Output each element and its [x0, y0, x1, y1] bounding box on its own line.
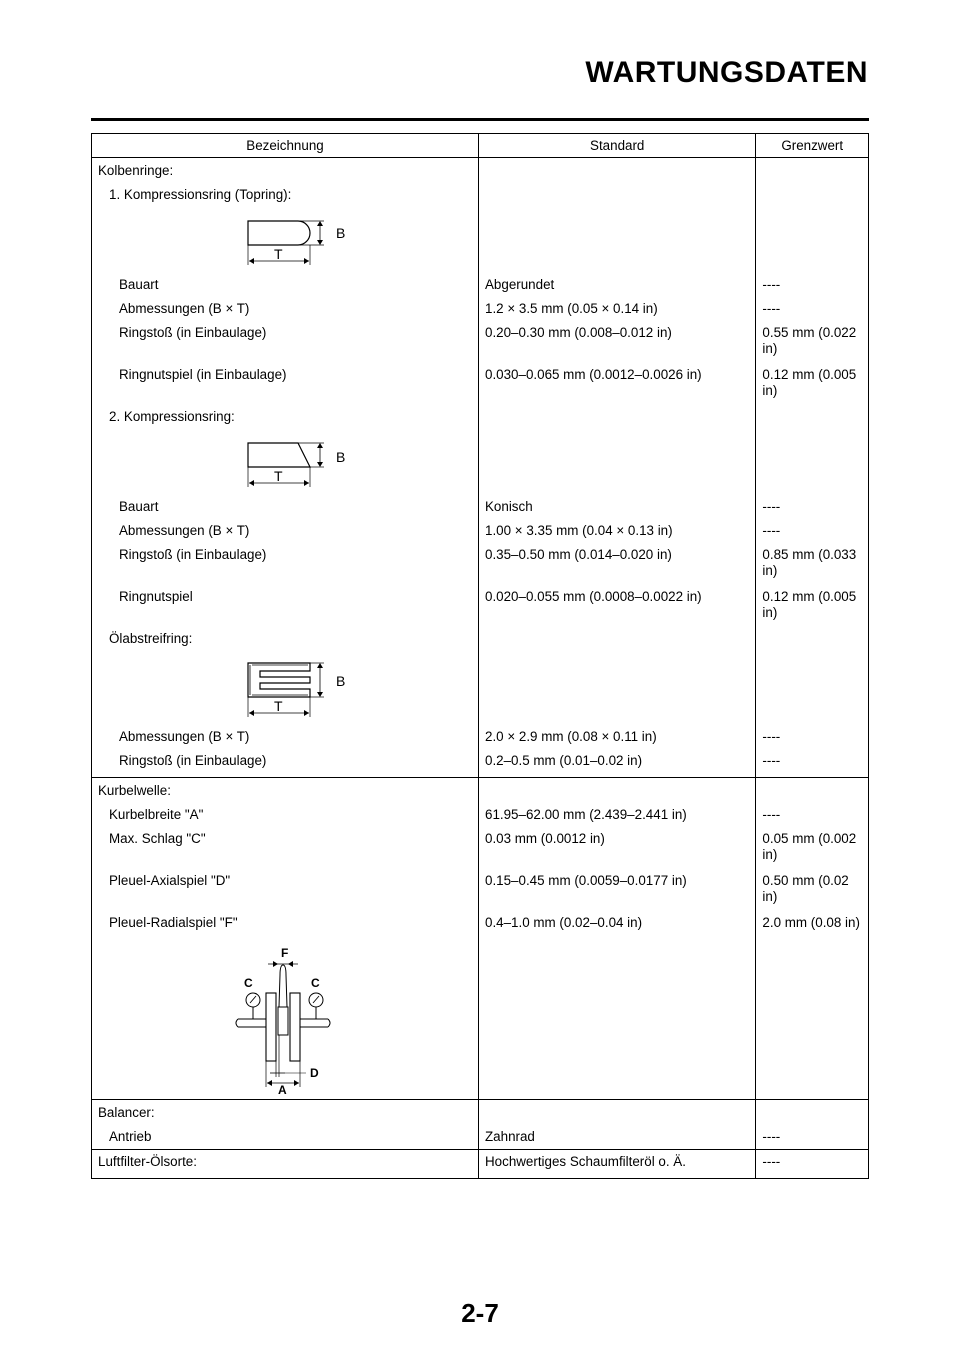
table-row	[92, 1125, 869, 1150]
table-row	[92, 803, 869, 827]
oil-ring-label-t: T	[274, 698, 283, 714]
ring2-label-t: T	[274, 468, 283, 484]
subheading-ring1: 1. Kompressionsring (Topring):	[109, 187, 292, 202]
table-row	[92, 725, 869, 749]
row-label: Luftfilter-Ölsorte:	[98, 1154, 197, 1169]
crankshaft-diagram	[92, 935, 478, 1095]
table-row	[92, 1150, 869, 1179]
row-standard: 0.20–0.30 mm (0.008–0.012 in)	[485, 325, 672, 340]
row-limit: ----	[762, 1129, 781, 1144]
table-row	[92, 297, 869, 321]
table-row	[92, 321, 869, 363]
table-row	[92, 183, 869, 207]
table-row	[92, 585, 869, 627]
row-label: Pleuel-Radialspiel "F"	[109, 915, 238, 930]
row-standard: 0.15–0.45 mm (0.0059–0.0177 in)	[485, 873, 687, 888]
table-row	[92, 935, 869, 1100]
table-row	[92, 778, 869, 804]
row-label: Bauart	[119, 277, 159, 292]
spec-table	[91, 133, 869, 1179]
table-row	[92, 651, 869, 725]
table-row	[92, 273, 869, 297]
row-label: Ringstoß (in Einbaulage)	[119, 325, 267, 340]
row-label: Ringnutspiel	[119, 589, 193, 604]
oil-ring-profile-diagram	[92, 651, 478, 721]
row-standard: 61.95–62.00 mm (2.439–2.441 in)	[485, 807, 687, 822]
row-standard: 1.2 × 3.5 mm (0.05 × 0.14 in)	[485, 301, 658, 316]
table-row	[92, 749, 869, 778]
row-standard: Zahnrad	[485, 1129, 535, 1144]
row-label: Abmessungen (B × T)	[119, 729, 250, 744]
row-standard: 0.4–1.0 mm (0.02–0.04 in)	[485, 915, 643, 930]
ring1-profile-diagram	[92, 207, 478, 269]
table-row	[92, 495, 869, 519]
crank-label-a: A	[278, 1083, 287, 1095]
row-standard: 0.35–0.50 mm (0.014–0.020 in)	[485, 547, 672, 562]
row-standard: 2.0 × 2.9 mm (0.08 × 0.11 in)	[485, 729, 657, 744]
row-standard: 0.03 mm (0.0012 in)	[485, 831, 605, 846]
row-standard: Abgerundet	[485, 277, 555, 292]
oil-ring-label-b: B	[336, 673, 346, 689]
section-heading-balancer: Balancer:	[98, 1105, 155, 1120]
table-row	[92, 911, 869, 935]
row-label: Bauart	[119, 499, 159, 514]
row-standard: 0.020–0.055 mm (0.0008–0.0022 in)	[485, 589, 702, 604]
row-limit: ----	[762, 301, 781, 316]
row-limit: 2.0 mm (0.08 in)	[762, 915, 860, 930]
row-limit: 0.12 mm (0.005 in)	[762, 589, 857, 620]
table-row	[92, 827, 869, 869]
page-number: 2-7	[461, 1298, 499, 1328]
table-row	[92, 405, 869, 429]
row-limit: 0.55 mm (0.022 in)	[762, 325, 857, 356]
row-limit: 0.50 mm (0.02 in)	[762, 873, 849, 904]
header-bezeichnung: Bezeichnung	[92, 134, 479, 158]
row-label: Abmessungen (B × T)	[119, 301, 250, 316]
row-label: Pleuel-Axialspiel "D"	[109, 873, 231, 888]
subheading-ring2: 2. Kompressionsring:	[109, 409, 235, 424]
crank-label-d: D	[310, 1066, 319, 1080]
row-label: Ringnutspiel (in Einbaulage)	[119, 367, 287, 382]
row-label: Antrieb	[109, 1129, 152, 1144]
row-limit: 0.05 mm (0.002 in)	[762, 831, 857, 862]
row-label: Abmessungen (B × T)	[119, 523, 250, 538]
row-limit: ----	[762, 499, 781, 514]
table-row	[92, 543, 869, 585]
table-row	[92, 1100, 869, 1126]
table-row	[92, 627, 869, 651]
row-label: Kurbelbreite "A"	[109, 807, 204, 822]
row-standard: 1.00 × 3.35 mm (0.04 × 0.13 in)	[485, 523, 673, 538]
row-limit: ----	[762, 753, 781, 768]
row-standard: Hochwertiges Schaumfilteröl o. Ä.	[485, 1154, 686, 1169]
row-standard: Konisch	[485, 499, 533, 514]
row-limit: 0.85 mm (0.033 in)	[762, 547, 857, 578]
ring1-label-b: B	[336, 225, 346, 241]
row-limit: ----	[762, 807, 781, 822]
page-title: WARTUNGSDATEN	[585, 56, 868, 89]
table-header-row	[92, 134, 869, 158]
table-row	[92, 869, 869, 911]
row-label: Max. Schlag "C"	[109, 831, 206, 846]
ring2-label-b: B	[336, 449, 346, 465]
row-label: Ringstoß (in Einbaulage)	[119, 753, 267, 768]
row-limit: ----	[762, 523, 781, 538]
table-row	[92, 363, 869, 405]
title-rule	[91, 118, 869, 121]
crank-label-f: F	[281, 946, 289, 960]
subheading-oil-ring: Ölabstreifring:	[109, 631, 193, 646]
row-label: Ringstoß (in Einbaulage)	[119, 547, 267, 562]
row-standard: 0.030–0.065 mm (0.0012–0.0026 in)	[485, 367, 702, 382]
table-row	[92, 207, 869, 273]
table-row	[92, 158, 869, 184]
table-row	[92, 429, 869, 495]
header-grenzwert: Grenzwert	[756, 134, 869, 158]
crank-label-c-left: C	[244, 976, 253, 990]
row-limit: 0.12 mm (0.005 in)	[762, 367, 857, 398]
row-limit: ----	[762, 729, 781, 744]
section-heading-crankshaft: Kurbelwelle:	[98, 783, 171, 798]
row-limit: ----	[762, 277, 781, 292]
crank-label-c-right: C	[311, 976, 320, 990]
row-limit: ----	[762, 1154, 781, 1169]
table-row	[92, 519, 869, 543]
header-standard: Standard	[479, 134, 756, 158]
row-standard: 0.2–0.5 mm (0.01–0.02 in)	[485, 753, 643, 768]
ring1-label-t: T	[274, 246, 283, 262]
ring2-profile-diagram	[92, 429, 478, 491]
section-heading-piston-rings: Kolbenringe:	[98, 163, 174, 178]
